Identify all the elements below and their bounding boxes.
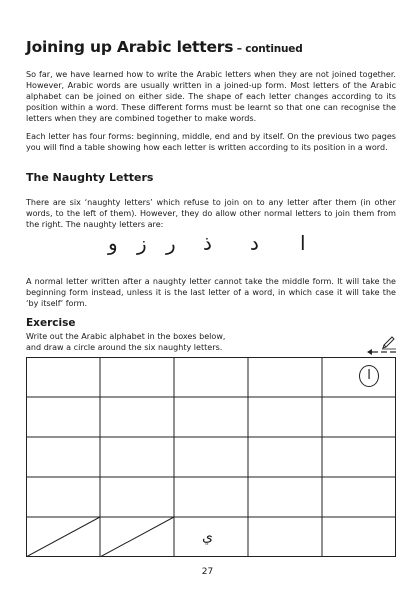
arrow-left-icon (366, 348, 400, 356)
intro-paragraph-2: Each letter has four forms: beginning, middle, end and by itself. On the previous two pages you will find a table showing how each letter is written according to its position in a word. (26, 132, 396, 152)
naughty-letter-alif: ا (300, 231, 306, 255)
naughty-letters-paragraph: There are six ‘naughty letters’ which refuse to join on to any letter after them (in other words, to the left of them). However, they do allow other normal letters to join them from the right. The naughty letters are: (26, 198, 396, 229)
naughty-letter-ra: ر (166, 231, 176, 255)
naughty-letter-waw: و (108, 231, 118, 255)
diagonal-crossout-2 (100, 517, 174, 557)
naughty-letter-zay: ز (137, 231, 147, 255)
naughty-letters-row (100, 228, 400, 262)
page-number: 27 (201, 567, 214, 577)
naughty-rule-paragraph: A normal letter written after a naughty letter cannot take the middle form. It will take the beginning form instead, unless it is the last letter of a word, in which case it will take the ‘by itself’ form. (26, 277, 396, 308)
page-title-suffix: – continued (233, 43, 303, 55)
page-title-main: Joining up Arabic letters (26, 38, 234, 56)
grid-lines (26, 357, 396, 557)
example-circled-letter: ا (359, 365, 379, 387)
naughty-letter-dal: د (250, 231, 259, 255)
page-title (26, 38, 303, 56)
diagonal-crossout-1 (26, 517, 100, 557)
intro-paragraph-1: So far, we have learned how to write the Arabic letters when they are not joined together. However, Arabic words are usually written in a joined-up form. Most letters of the Arabic alphabet can be joined on either side. The shape of each letter changes according to its position within a word. These different forms must be learnt so that one can recognise the letters when they are combined together to make words. (26, 70, 396, 123)
exercise-instruction-line-1: Write out the Arabic alphabet in the boxes below, (26, 332, 226, 341)
naughty-letters-heading: The Naughty Letters (26, 171, 154, 184)
naughty-letter-dhal: ذ (203, 231, 212, 255)
exercise-heading: Exercise (26, 317, 76, 329)
alphabet-writing-grid (26, 357, 396, 557)
last-letter-ya: ي (202, 529, 213, 545)
exercise-instruction-line-2: and draw a circle around the six naughty letters. (26, 343, 223, 352)
